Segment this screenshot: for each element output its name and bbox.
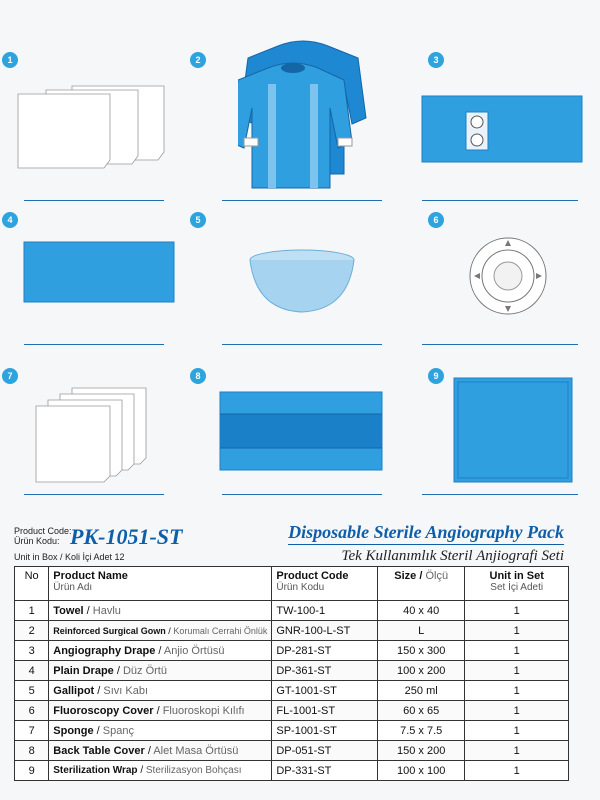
item-number-badge: 6: [428, 212, 444, 228]
cell-unit: 1: [465, 621, 569, 641]
item-number-badge: 8: [190, 368, 206, 384]
cell-unit: 1: [465, 741, 569, 761]
table-row: [15, 661, 569, 681]
product-code-value: PK-1051-ST: [70, 524, 183, 549]
cell-size: 150 x 300: [377, 641, 464, 661]
product-code-label: [14, 526, 72, 546]
col-code-label-tr: Ürün Kodu: [276, 582, 325, 593]
cell-unit: 1: [465, 661, 569, 681]
cell-name: Gallipot / Sıvı Kabı: [49, 681, 272, 701]
name-en: Sterilization Wrap: [53, 765, 138, 776]
cell-size: 60 x 65: [377, 701, 464, 721]
col-size-label-en: Size: [394, 570, 417, 582]
cell-name: Sponge / Spanç: [49, 721, 272, 741]
surgical-gown-illustration: [238, 40, 368, 195]
table-row: [15, 741, 569, 761]
cell-name: Fluoroscopy Cover / Fluoroskopi Kılıfı: [49, 701, 272, 721]
product-code-label-en: Product Code:: [14, 526, 72, 536]
divider: [422, 494, 578, 495]
cell-unit: 1: [465, 721, 569, 741]
cell-code: SP-1001-ST: [272, 721, 378, 741]
cell-code: DP-331-ST: [272, 761, 378, 781]
product-code-label-tr: Ürün Kodu:: [14, 536, 60, 546]
cell-no: 1: [15, 601, 49, 621]
cell-no: 3: [15, 641, 49, 661]
gallipot-illustration: [244, 242, 364, 322]
divider: [222, 344, 382, 345]
table-row: [15, 681, 569, 701]
cell-code: GT-1001-ST: [272, 681, 378, 701]
name-en: Towel: [53, 604, 84, 617]
divider: [24, 344, 164, 345]
unit-in-box: Unit in Box / Koli İçi Adet 12: [14, 552, 125, 562]
col-name-label-tr: Ürün Adı: [53, 582, 93, 593]
divider: [222, 494, 382, 495]
table-row: [15, 761, 569, 781]
item-number-badge: 7: [2, 368, 18, 384]
cell-code: GNR-100-L-ST: [272, 621, 378, 641]
fluoroscopy-cover-illustration: [458, 232, 558, 322]
cell-size: 250 ml: [377, 681, 464, 701]
cell-name: Angiography Drape / Anjio Örtüsü: [49, 641, 272, 661]
back-table-cover-illustration: [218, 390, 388, 480]
cell-no: 2: [15, 621, 49, 641]
cell-name: Sterilization Wrap / Sterilizasyon Bohçası: [49, 761, 272, 781]
divider: [222, 200, 382, 201]
cell-size: 40 x 40: [377, 601, 464, 621]
cell-code: DP-281-ST: [272, 641, 378, 661]
sterilization-wrap-illustration: [452, 376, 578, 488]
item-number-badge: 3: [428, 52, 444, 68]
name-en: Angiography Drape: [53, 644, 156, 657]
cell-unit: 1: [465, 701, 569, 721]
cell-name: Towel / Havlu: [49, 601, 272, 621]
table-row: [15, 641, 569, 661]
col-unit-label-en: Unit in Set: [489, 570, 544, 582]
item-number-badge: 9: [428, 368, 444, 384]
cell-size: 7.5 x 7.5: [377, 721, 464, 741]
table-header-row: [15, 567, 569, 601]
name-en: Gallipot: [53, 684, 95, 697]
sponge-illustration: [32, 384, 172, 484]
name-en: Back Table Cover: [53, 744, 145, 757]
cell-no: 8: [15, 741, 49, 761]
name-en: Plain Drape: [53, 664, 114, 677]
item-number-badge: 4: [2, 212, 18, 228]
name-tr: Sıvı Kabı: [103, 684, 149, 697]
col-size-label-tr: Ölçü: [425, 570, 449, 582]
divider: [24, 494, 164, 495]
cell-unit: 1: [465, 601, 569, 621]
angiography-drape-illustration: [420, 92, 585, 172]
cell-code: FL-1001-ST: [272, 701, 378, 721]
name-tr: Fluoroskopi Kılıfı: [162, 704, 245, 717]
page-subtitle: Tek Kullanımlık Steril Anjiografi Seti: [341, 548, 564, 564]
name-tr: Korumalı Cerrahi Önlük: [173, 625, 268, 636]
table-row: [15, 701, 569, 721]
cell-unit: 1: [465, 681, 569, 701]
cell-code: DP-051-ST: [272, 741, 378, 761]
cell-name: Plain Drape / Düz Örtü: [49, 661, 272, 681]
divider: [24, 200, 164, 201]
cell-no: 5: [15, 681, 49, 701]
cell-size: 100 x 100: [377, 761, 464, 781]
name-tr: Düz Örtü: [122, 664, 167, 677]
col-unit-label-tr: Set İçi Adeti: [490, 582, 544, 593]
cell-size: L: [377, 621, 464, 641]
col-size-header: Size / Ölçü: [377, 567, 464, 601]
cell-unit: 1: [465, 761, 569, 781]
item-number-badge: 2: [190, 52, 206, 68]
divider: [422, 200, 578, 201]
name-tr: Havlu: [92, 604, 121, 617]
col-no-label: No: [24, 570, 39, 582]
product-table: [14, 566, 569, 781]
name-tr: Anjio Örtüsü: [163, 644, 225, 657]
col-name-header: [49, 567, 272, 601]
cell-no: 9: [15, 761, 49, 781]
plain-drape-illustration: [22, 240, 182, 310]
page-title: Disposable Sterile Angiography Pack: [288, 522, 564, 545]
name-en: Fluoroscopy Cover: [53, 704, 154, 717]
name-tr: Sterilizasyon Bohçası: [145, 765, 242, 776]
cell-name: Back Table Cover / Alet Masa Örtüsü: [49, 741, 272, 761]
cell-unit: 1: [465, 641, 569, 661]
table-row: [15, 601, 569, 621]
cell-no: 6: [15, 701, 49, 721]
col-name-label-en: Product Name: [53, 570, 128, 582]
name-tr: Spanç: [102, 724, 134, 737]
cell-size: 100 x 200: [377, 661, 464, 681]
towel-illustration: [10, 76, 180, 176]
name-en: Sponge: [53, 724, 94, 737]
divider: [422, 344, 578, 345]
cell-no: 4: [15, 661, 49, 681]
col-code-label-en: Product Code: [276, 570, 349, 582]
item-number-badge: 1: [2, 52, 18, 68]
cell-name: Reinforced Surgical Gown / Korumalı Cerrahi Önlük: [49, 621, 272, 641]
col-code-header: [272, 567, 378, 601]
cell-size: 150 x 200: [377, 741, 464, 761]
name-tr: Alet Masa Örtüsü: [153, 744, 239, 757]
col-unit-header: [465, 567, 569, 601]
item-number-badge: 5: [190, 212, 206, 228]
cell-code: DP-361-ST: [272, 661, 378, 681]
table-row: [15, 621, 569, 641]
col-no-header: [15, 567, 49, 601]
name-en: Reinforced Surgical Gown: [53, 625, 166, 636]
table-row: [15, 721, 569, 741]
cell-no: 7: [15, 721, 49, 741]
cell-code: TW-100-1: [272, 601, 378, 621]
